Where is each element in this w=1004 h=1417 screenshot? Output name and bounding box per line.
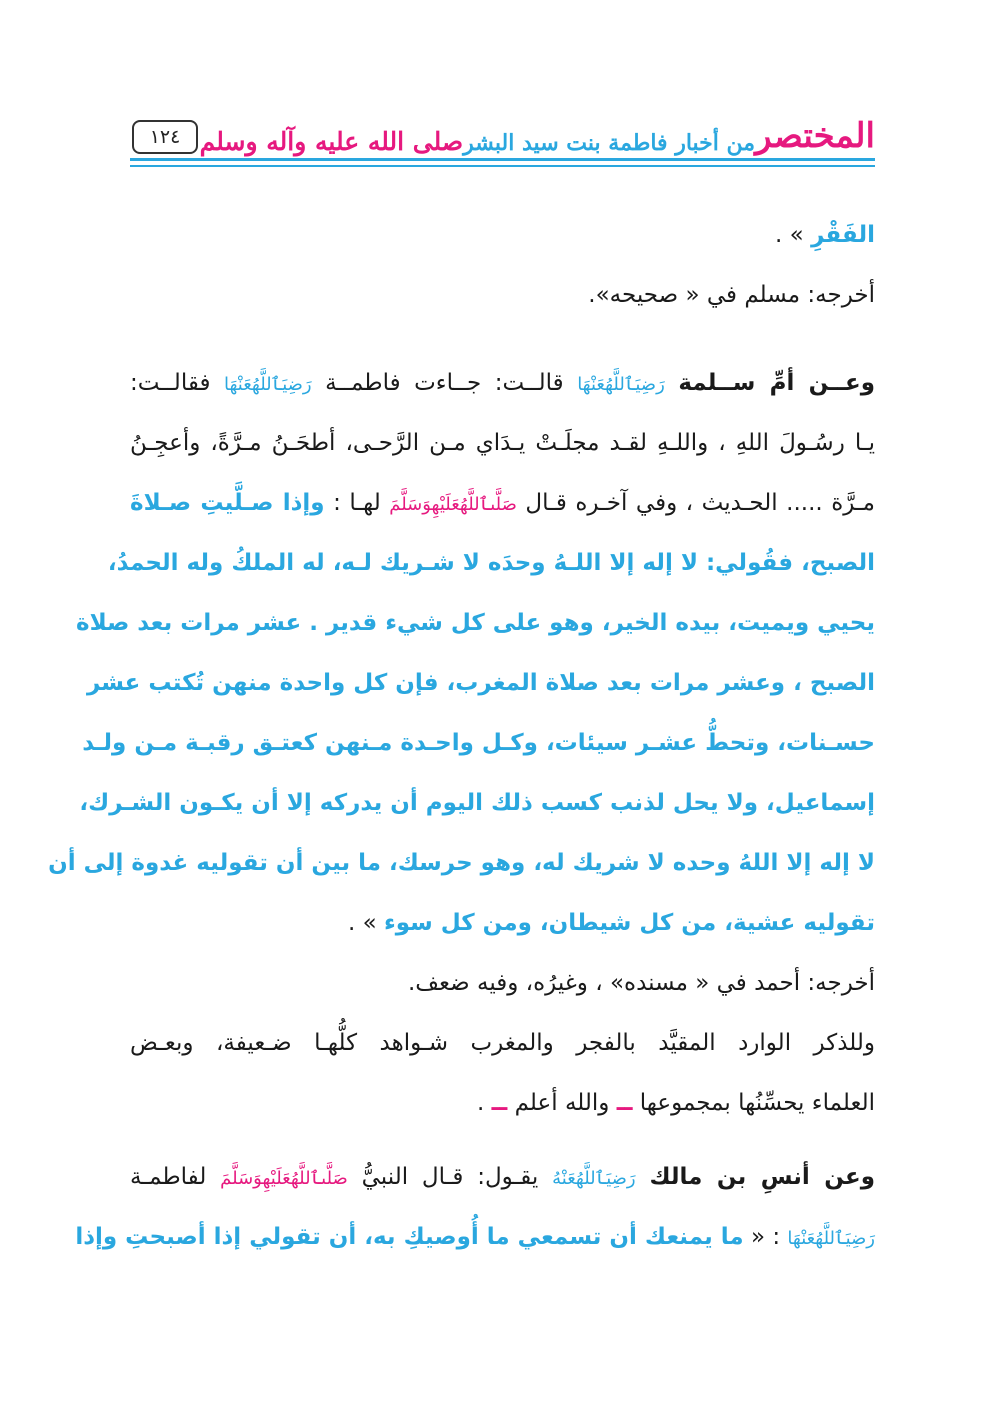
- quote-close: » .: [347, 910, 377, 936]
- text-line: [130, 353, 875, 413]
- hadith-line: الصبح، فقُولي: لا إله إلا اللـهُ وحدَه لا شـريك لـه، له الملكُ وله الحمدُ،: [107, 550, 875, 576]
- hadith-text: ما يمنعك أن تسمعي ما أُوصيكِ به، أن تقولي إذا أصبحتِ وإذا: [75, 1224, 744, 1250]
- text-line: [130, 1147, 875, 1207]
- header-rule-bottom: [130, 165, 875, 167]
- quote-close: » .: [775, 222, 804, 248]
- honorific: رَضِيَٱللَّهُعَنْهُ: [552, 1168, 636, 1189]
- hadith-line: حسـنات، وتحطُّ عشـر سيئات، وكـل واحـدة مـنهن كعتـق رقبـة مـن ولـد: [82, 730, 875, 756]
- narrator-name: وعــن أمِّ ســلمة: [678, 370, 876, 396]
- page-number: ١٢٤: [132, 120, 198, 154]
- narrator-name: وعن أنسِ بن مالك: [649, 1164, 876, 1190]
- text-line: [130, 893, 875, 953]
- text-run: لفاطمـة: [130, 1164, 207, 1190]
- text-run: والله أعلم: [514, 1090, 610, 1116]
- salawat-phrase: صَلَّىٱللَّهُعَلَيْهِوَسَلَّمَ: [220, 1168, 348, 1189]
- header-rule-top: [130, 158, 875, 161]
- takhrij-line: أخرجه: مسلم في « صحيحه».: [588, 282, 875, 308]
- dash: ــ: [491, 1090, 508, 1116]
- hadith-line: الصبح ، وعشر مرات بعد صلاة المغرب، فإن كل واحدة منهن تُكتب عشر: [86, 670, 875, 696]
- honorific: رَضِيَٱللَّهُعَنْهَا: [224, 374, 312, 395]
- text-run: لهـا :: [333, 490, 381, 516]
- text-line: [75, 1207, 875, 1267]
- hadith-text: الفَقْرِ: [811, 222, 875, 248]
- dash: ــ: [616, 1090, 633, 1116]
- text-run: العلماء يحسِّنُها بمجموعها: [639, 1090, 875, 1116]
- text-run: قالــت: جــاءت فاطمــة: [325, 370, 564, 396]
- hadith-text: وإذا صـلَّيتِ صـلاةَ: [130, 490, 325, 516]
- text-run: مـرَّة ..... الحـديث ، وفي آخـره قـال: [525, 490, 875, 516]
- page-body: [48, 205, 876, 1267]
- hadith-text: تقوليه عشية، من كل شيطان، ومن كل سوء: [383, 910, 875, 936]
- hadith-line: لا إله إلا اللهُ وحده لا شريك له، وهو حرسك، ما بين أن تقوليه غدوة إلى أن: [48, 850, 875, 876]
- spacer: [130, 1133, 875, 1147]
- text-line: [130, 205, 875, 265]
- hadith-line: يحيي ويميت، بيده الخير، وهو على كل شيء قدير . عشر مرات بعد صلاة: [76, 610, 875, 636]
- text-line: [130, 1073, 875, 1133]
- text-run: فقالــت:: [130, 370, 211, 396]
- header-title-main: المختصر: [755, 116, 875, 156]
- honorific: رَضِيَٱللَّهُعَنْهَا: [577, 374, 665, 395]
- header-salawat: صلى الله عليه وآله وسلم: [199, 127, 464, 156]
- page-header: [130, 100, 875, 170]
- text-run: يقـول: قـال النبيُّ: [361, 1164, 539, 1190]
- header-title-sub: من أخبار فاطمة بنت سيد البشر: [463, 130, 756, 156]
- hadith-line: إسماعيل، ولا يحل لذنب كسب ذلك اليوم أن يدركه إلا أن يكـون الشـرك،: [79, 790, 875, 816]
- text-run: .: [476, 1090, 485, 1116]
- text-line: وللذكر الوارد المقيَّد بالفجر والمغرب شـواهد كلُّهـا ضـعيفة، وبعـض: [130, 1030, 875, 1056]
- text-line: [130, 473, 875, 533]
- header-title: [199, 106, 875, 156]
- salawat-phrase: صَلَّىٱللَّهُعَلَيْهِوَسَلَّمَ: [389, 494, 517, 515]
- text-line: يـا رسُـولَ اللهِ ، واللـهِ لقـد مجلَـتْ يـدَاي مـن الرَّحـى، أطحَـنُ مـرَّةً، وأعجِـنُ: [130, 430, 875, 456]
- spacer: [130, 325, 875, 353]
- honorific: رَضِيَٱللَّهُعَنْهَا: [787, 1228, 875, 1249]
- takhrij-line: أخرجه: أحمد في « مسنده» ، وغيرُه، وفيه ضعف.: [407, 970, 875, 996]
- quote-open: : «: [750, 1224, 781, 1250]
